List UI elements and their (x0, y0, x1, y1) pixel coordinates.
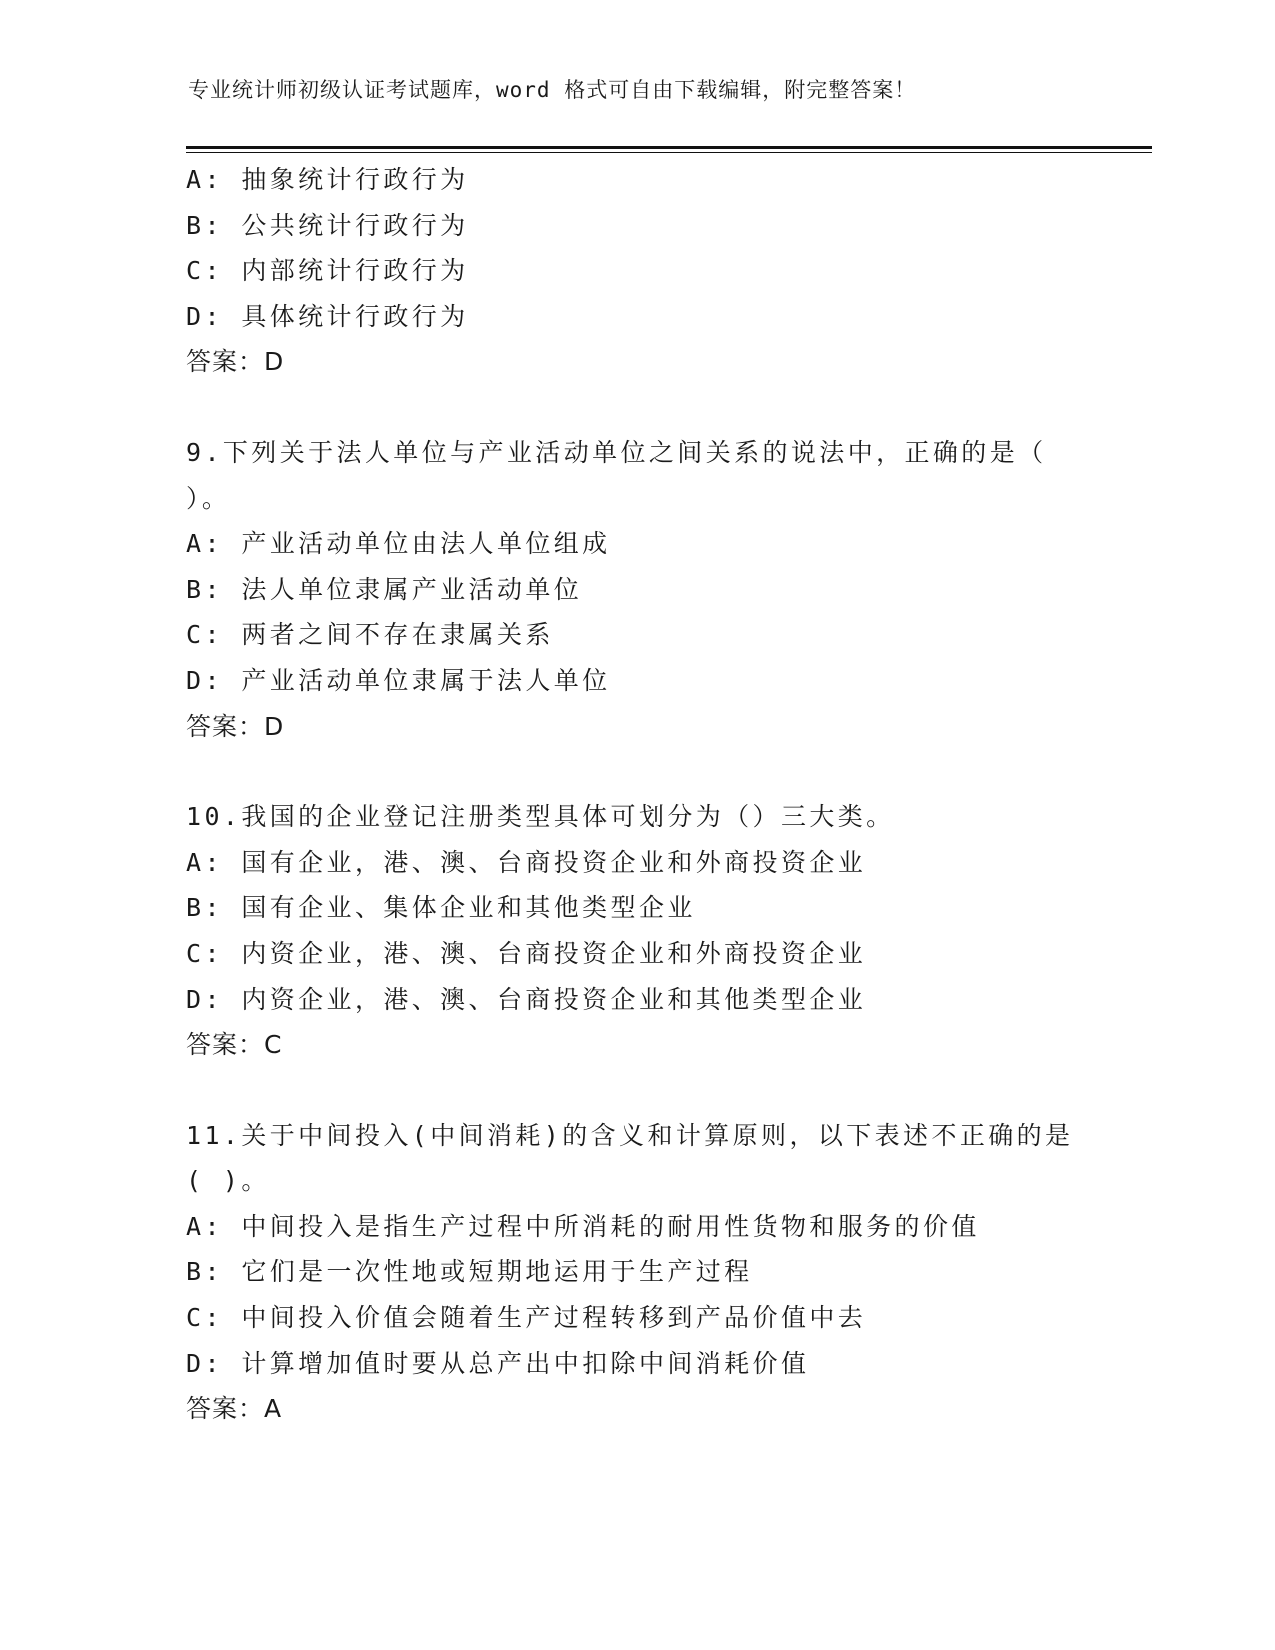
question-stem: 9.下列关于法人单位与产业活动单位之间关系的说法中，正确的是（ (186, 437, 1047, 467)
question-stem-continued: ）。 (186, 483, 231, 513)
question-block-11 (186, 1113, 1086, 1432)
spacer (186, 385, 1086, 430)
page-header: 专业统计师初级认证考试题库，word 格式可自由下载编辑，附完整答案！ (188, 78, 917, 102)
header-rule-thin (186, 152, 1152, 153)
document-body (186, 157, 1086, 1432)
option-a: A: 抽象统计行政行为 (186, 165, 469, 194)
answer-line: 答案：C (186, 1030, 283, 1060)
answer-line: 答案：D (186, 347, 285, 377)
option-c: C: 中间投入价值会随着生产过程转移到产品价值中去 (186, 1303, 867, 1333)
option-c: C: 内部统计行政行为 (186, 256, 469, 286)
spacer (186, 1068, 1086, 1113)
option-b: B: 法人单位隶属产业活动单位 (186, 574, 583, 604)
spacer (186, 749, 1086, 794)
option-c: C: 内资企业，港、澳、台商投资企业和外商投资企业 (186, 938, 867, 968)
option-c: C: 两者之间不存在隶属关系 (186, 620, 554, 650)
option-a: A: 中间投入是指生产过程中所消耗的耐用性货物和服务的价值 (186, 1211, 980, 1241)
question-stem-continued: ( )。 (186, 1166, 270, 1196)
option-b: B: 它们是一次性地或短期地运用于生产过程 (186, 1257, 753, 1287)
option-a: A: 国有企业，港、澳、台商投资企业和外商投资企业 (186, 847, 867, 877)
option-d: D: 计算增加值时要从总产出中扣除中间消耗价值 (186, 1348, 810, 1378)
question-block-10 (186, 794, 1086, 1068)
question-block-8 (186, 157, 1086, 385)
header-rule (186, 146, 1152, 149)
option-d: D: 具体统计行政行为 (186, 301, 469, 331)
answer-line: 答案：D (186, 711, 285, 741)
option-b: B: 公共统计行政行为 (186, 210, 469, 240)
question-stem: 11.关于中间投入(中间消耗)的含义和计算原则，以下表述不正确的是 (186, 1120, 1074, 1150)
answer-line: 答案：A (186, 1394, 283, 1424)
option-d: D: 内资企业，港、澳、台商投资企业和其他类型企业 (186, 984, 867, 1014)
option-d: D: 产业活动单位隶属于法人单位 (186, 665, 611, 695)
question-stem: 10.我国的企业登记注册类型具体可划分为（）三大类。 (186, 802, 895, 832)
option-a: A: 产业活动单位由法人单位组成 (186, 529, 611, 559)
option-b: B: 国有企业、集体企业和其他类型企业 (186, 893, 696, 923)
question-block-9 (186, 430, 1086, 749)
